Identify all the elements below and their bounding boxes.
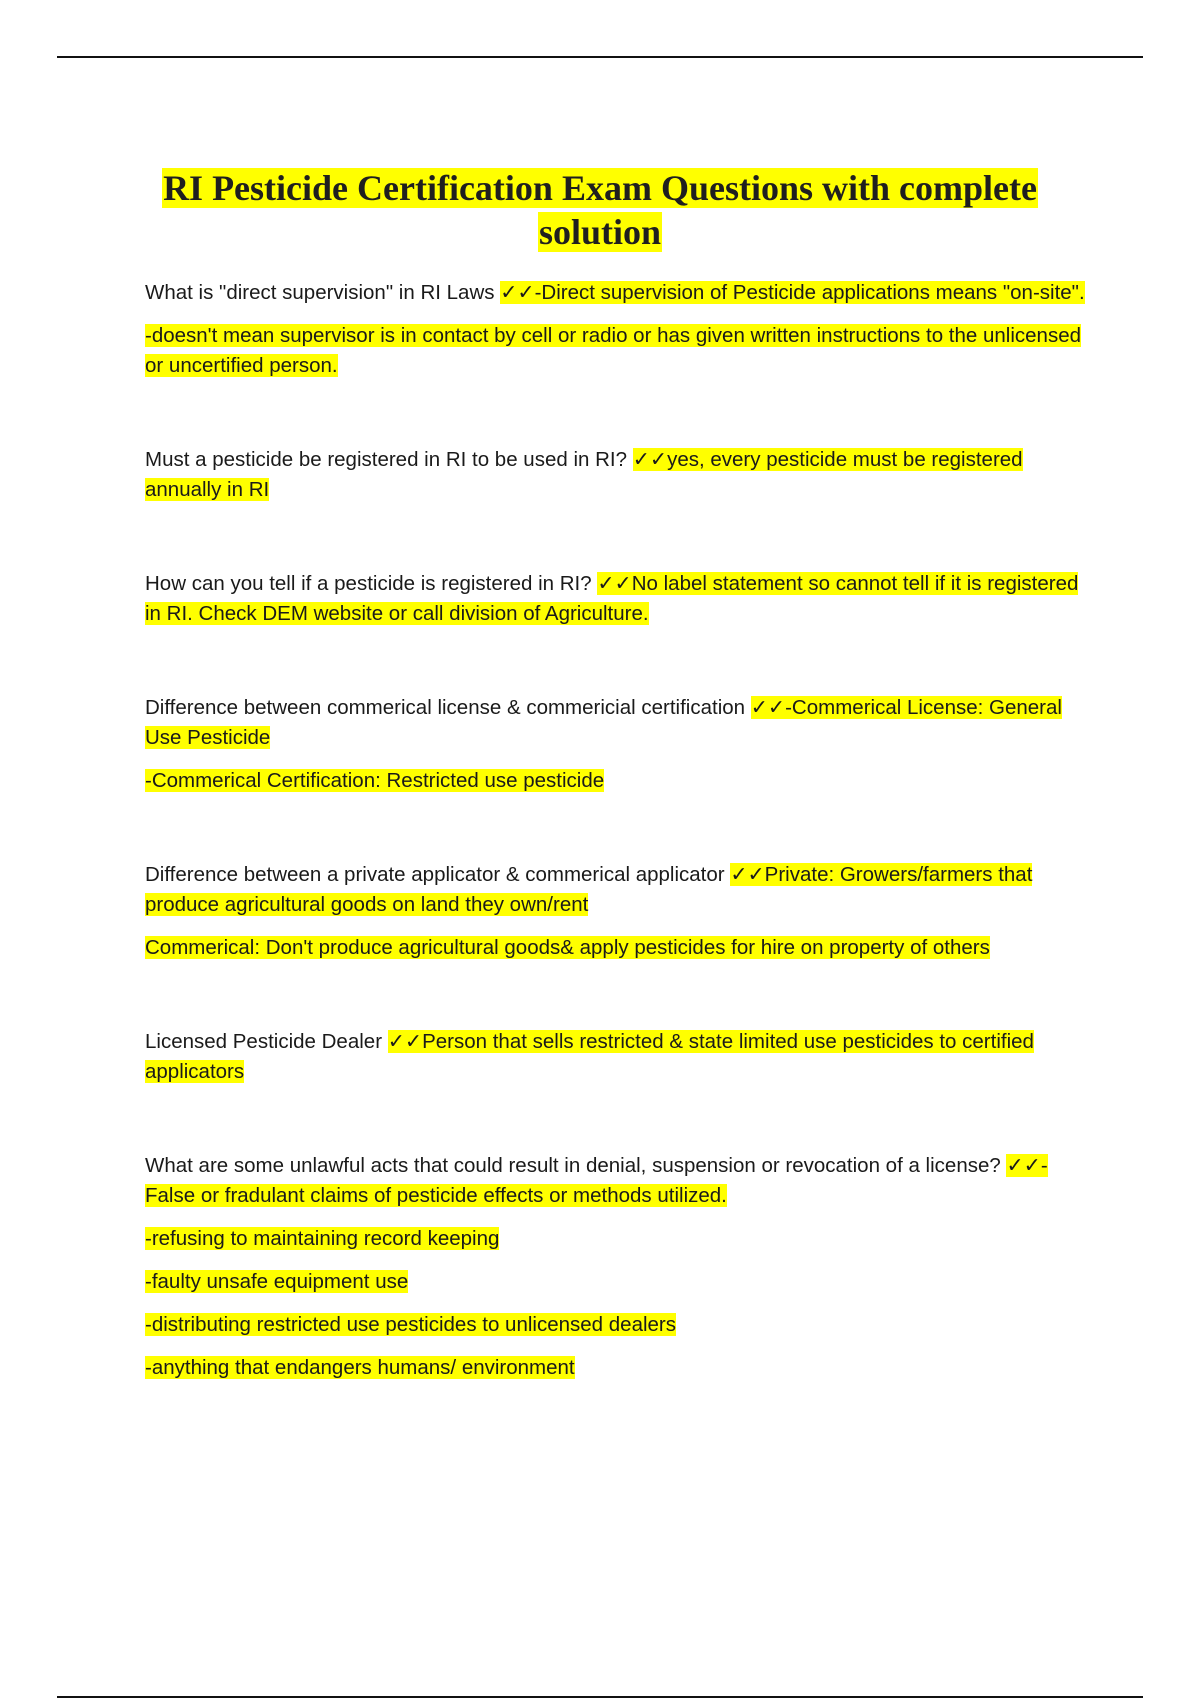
question-text: What are some unlawful acts that could result in denial, suspension or revocation of a license?: [145, 1154, 1007, 1177]
answer-text: No label statement so cannot tell if it is registered in RI. Check DEM website or call division of Agriculture.: [145, 572, 1079, 625]
double-check-icon: ✓✓: [1006, 1154, 1041, 1177]
document-title: [120, 166, 1080, 254]
double-check-icon: ✓✓: [387, 1030, 423, 1053]
qa-item: [145, 1027, 1090, 1087]
double-check-icon: ✓✓: [730, 863, 765, 886]
qa-main-line: [145, 445, 1090, 505]
double-check-icon: ✓✓: [597, 572, 632, 595]
answer-text: -False or fradulant claims of pesticide effects or methods utilized.: [145, 1154, 1048, 1207]
answer-highlight: [500, 281, 1084, 304]
question-text: Difference between commerical license & commericial certification: [145, 696, 751, 719]
qa-item: [145, 860, 1090, 963]
qa-main-line: [145, 1027, 1090, 1087]
answer-extra-line: [145, 933, 1090, 963]
double-check-icon: ✓✓: [500, 281, 535, 304]
question-text: Difference between a private applicator & commerical applicator: [145, 863, 731, 886]
question-text: Licensed Pesticide Dealer: [145, 1030, 388, 1053]
answer-text: yes, every pesticide must be registered annually in RI: [145, 448, 1023, 501]
answer-extra-line: [145, 1353, 1090, 1383]
answer-extra-line: [145, 321, 1090, 381]
answer-extra-text: -refusing to maintaining record keeping: [145, 1227, 500, 1250]
document-title-text: RI Pesticide Certification Exam Questions with complete solution: [163, 168, 1037, 253]
answer-extra-text: -Commerical Certification: Restricted use pesticide: [145, 769, 605, 792]
qa-list: [145, 278, 1090, 1383]
question-text: How can you tell if a pesticide is registered in RI?: [145, 572, 598, 595]
qa-item: [145, 278, 1090, 381]
answer-extra-line: [145, 1224, 1090, 1254]
double-check-icon: ✓✓: [632, 448, 668, 471]
qa-main-line: [145, 693, 1090, 753]
qa-main-line: [145, 860, 1090, 920]
answer-text: Private: Growers/farmers that produce agricultural goods on land they own/rent: [145, 863, 1033, 916]
qa-item: [145, 569, 1090, 629]
top-rule: [57, 56, 1143, 58]
qa-main-line: [145, 569, 1090, 629]
answer-extra-line: [145, 1310, 1090, 1340]
answer-extra-text: -faulty unsafe equipment use: [145, 1270, 409, 1293]
answer-extra-text: -doesn't mean supervisor is in contact by cell or radio or has given written instructions to the unlicensed or uncertified person.: [145, 324, 1081, 377]
answer-extra-text: -anything that endangers humans/ environment: [145, 1356, 575, 1379]
question-text: Must a pesticide be registered in RI to be used in RI?: [145, 448, 633, 471]
answer-text: -Direct supervision of Pesticide applications means "on-site".: [534, 281, 1085, 304]
qa-item: [145, 693, 1090, 796]
qa-item: [145, 1151, 1090, 1383]
qa-item: [145, 445, 1090, 505]
qa-main-line: [145, 1151, 1090, 1211]
answer-extra-line: [145, 1267, 1090, 1297]
qa-main-line: [145, 278, 1090, 308]
double-check-icon: ✓✓: [750, 696, 786, 719]
answer-text: -Commerical License: General Use Pesticide: [145, 696, 1062, 749]
answer-extra-text: Commerical: Don't produce agricultural goods& apply pesticides for hire on property of others: [145, 936, 990, 959]
answer-extra-line: [145, 766, 1090, 796]
answer-text: Person that sells restricted & state limited use pesticides to certified applicators: [145, 1030, 1034, 1083]
answer-extra-text: -distributing restricted use pesticides to unlicensed dealers: [145, 1313, 676, 1336]
question-text: What is "direct supervision" in RI Laws: [145, 281, 501, 304]
bottom-rule: [57, 1696, 1143, 1698]
